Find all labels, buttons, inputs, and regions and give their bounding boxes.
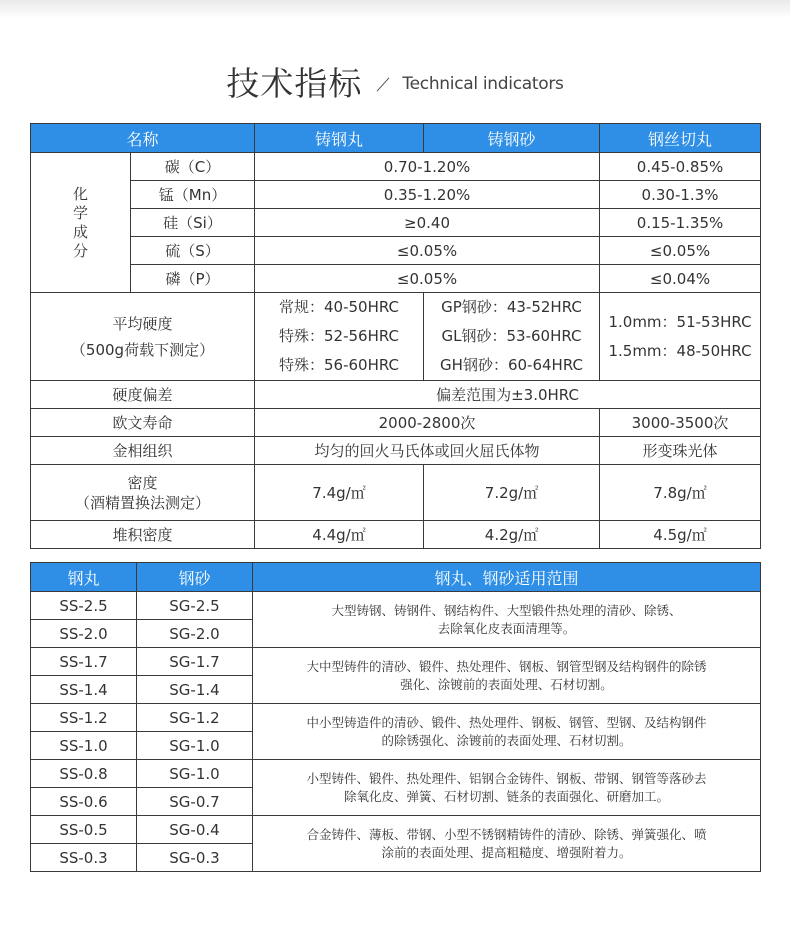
hardness-sand: GP钢砂：43-52HRC GL钢砂：53-60HRC GH钢砂：60-64HRC <box>424 293 600 381</box>
table-row <box>31 153 761 181</box>
header-cut-wire: 钢丝切丸 <box>600 124 761 153</box>
life-wire: 3000-3500次 <box>600 409 761 437</box>
title-en: Technical indicators <box>402 74 564 94</box>
grit-grade: SG-2.0 <box>137 620 253 648</box>
shot-grade: SS-1.0 <box>31 732 137 760</box>
element-wire: ≤0.05% <box>600 237 761 265</box>
header-steel-shot: 钢丸 <box>31 563 137 592</box>
bulk-density-sand: 4.2g/㎡ <box>424 521 600 549</box>
element-wire: ≤0.04% <box>600 265 761 293</box>
shot-grade: SS-1.4 <box>31 676 137 704</box>
element-shot-sand: 0.35-1.20% <box>255 181 600 209</box>
table-row <box>31 704 761 732</box>
shot-grade: SS-0.5 <box>31 816 137 844</box>
element-name: 硫（S） <box>131 237 255 265</box>
table-row <box>31 181 761 209</box>
title-divider <box>377 77 390 91</box>
grit-grade: SG-0.3 <box>137 844 253 872</box>
table-row <box>31 816 761 844</box>
shot-grade: SS-0.6 <box>31 788 137 816</box>
shot-grade: SS-1.2 <box>31 704 137 732</box>
element-shot-sand: ≤0.05% <box>255 265 600 293</box>
table-row <box>31 592 761 620</box>
density-shot: 7.4g/㎡ <box>255 465 424 521</box>
table-row <box>31 209 761 237</box>
element-shot-sand: ≥0.40 <box>255 209 600 237</box>
grit-grade: SG-1.0 <box>137 732 253 760</box>
shot-grade: SS-2.5 <box>31 592 137 620</box>
element-wire: 0.15-1.35% <box>600 209 761 237</box>
grit-grade: SG-1.4 <box>137 676 253 704</box>
element-name: 碳（C） <box>131 153 255 181</box>
shot-grade: SS-0.8 <box>31 760 137 788</box>
application-desc: 中小型铸造件的清砂、锻件、热处理件、钢板、钢管、型钢、及结构钢件 的除锈强化、涂镀前的表面处理、石材切割。 <box>253 704 761 760</box>
element-shot-sand: 0.70-1.20% <box>255 153 600 181</box>
application-desc: 小型铸件、锻件、热处理件、铝钢合金铸件、钢板、带钢、钢管等落砂去 除氧化皮、弹簧、石材切割、链条的表面强化、研磨加工。 <box>253 760 761 816</box>
deviation-row <box>31 381 761 409</box>
shot-grade: SS-2.0 <box>31 620 137 648</box>
life-label: 欧文寿命 <box>31 409 255 437</box>
shot-grade: SS-0.3 <box>31 844 137 872</box>
density-row <box>31 465 761 521</box>
element-shot-sand: ≤0.05% <box>255 237 600 265</box>
structure-row <box>31 437 761 465</box>
header-steel-grit: 钢砂 <box>137 563 253 592</box>
header-cast-shot: 铸钢丸 <box>255 124 424 153</box>
application-desc: 合金铸件、薄板、带钢、小型不锈钢精铸件的清砂、除锈、弹簧强化、喷 涂前的表面处理、提高粗糙度、增强附着力。 <box>253 816 761 872</box>
structure-wire: 形变珠光体 <box>600 437 761 465</box>
bulk-density-wire: 4.5g/㎡ <box>600 521 761 549</box>
shot-grade: SS-1.7 <box>31 648 137 676</box>
title-cn: 技术指标 <box>226 63 363 103</box>
hardness-label: 平均硬度 （500g荷载下测定） <box>31 293 255 381</box>
header-cast-grit: 铸钢砂 <box>424 124 600 153</box>
structure-label: 金相组织 <box>31 437 255 465</box>
bulk-density-label: 堆积密度 <box>31 521 255 549</box>
element-wire: 0.45-0.85% <box>600 153 761 181</box>
density-label: 密度 （酒精置换法测定） <box>31 465 255 521</box>
grit-grade: SG-1.0 <box>137 760 253 788</box>
application-desc: 大型铸钢、铸钢件、钢结构件、大型锻件热处理的清砂、除锈、 去除氧化皮表面清理等。 <box>253 592 761 648</box>
table-row <box>31 237 761 265</box>
element-name: 锰（Mn） <box>131 181 255 209</box>
grit-grade: SG-0.4 <box>137 816 253 844</box>
composition-label: 化 学 成 分 <box>31 153 131 293</box>
deviation-label: 硬度偏差 <box>31 381 255 409</box>
grit-grade: SG-0.7 <box>137 788 253 816</box>
hardness-shot: 常规：40-50HRC 特殊：52-56HRC 特殊：56-60HRC <box>255 293 424 381</box>
section-title <box>0 56 790 106</box>
deviation-value: 偏差范围为±3.0HRC <box>255 381 761 409</box>
structure-shot-sand: 均匀的回火马氏体或回火屈氏体物 <box>255 437 600 465</box>
element-wire: 0.30-1.3% <box>600 181 761 209</box>
bulk-density-shot: 4.4g/㎡ <box>255 521 424 549</box>
table-row <box>31 265 761 293</box>
header-name: 名称 <box>31 124 255 153</box>
hardness-wire: 1.0mm：51-53HRC 1.5mm：48-50HRC <box>600 293 761 381</box>
spec-table <box>30 123 761 549</box>
table-row <box>31 648 761 676</box>
life-row <box>31 409 761 437</box>
top-shadow <box>0 0 790 18</box>
element-name: 磷（P） <box>131 265 255 293</box>
density-wire: 7.8g/㎡ <box>600 465 761 521</box>
application-table <box>30 562 761 872</box>
table-row <box>31 760 761 788</box>
spec-header-row <box>31 124 761 153</box>
bulk-density-row <box>31 521 761 549</box>
density-sand: 7.2g/㎡ <box>424 465 600 521</box>
hardness-row <box>31 293 761 381</box>
element-name: 硅（Si） <box>131 209 255 237</box>
application-desc: 大中型铸件的清砂、锻件、热处理件、钢板、钢管型钢及结构钢件的除锈 强化、涂镀前的表面处理、石材切割。 <box>253 648 761 704</box>
header-application: 钢丸、钢砂适用范围 <box>253 563 761 592</box>
grit-grade: SG-1.7 <box>137 648 253 676</box>
application-header-row <box>31 563 761 592</box>
life-shot-sand: 2000-2800次 <box>255 409 600 437</box>
grit-grade: SG-2.5 <box>137 592 253 620</box>
grit-grade: SG-1.2 <box>137 704 253 732</box>
